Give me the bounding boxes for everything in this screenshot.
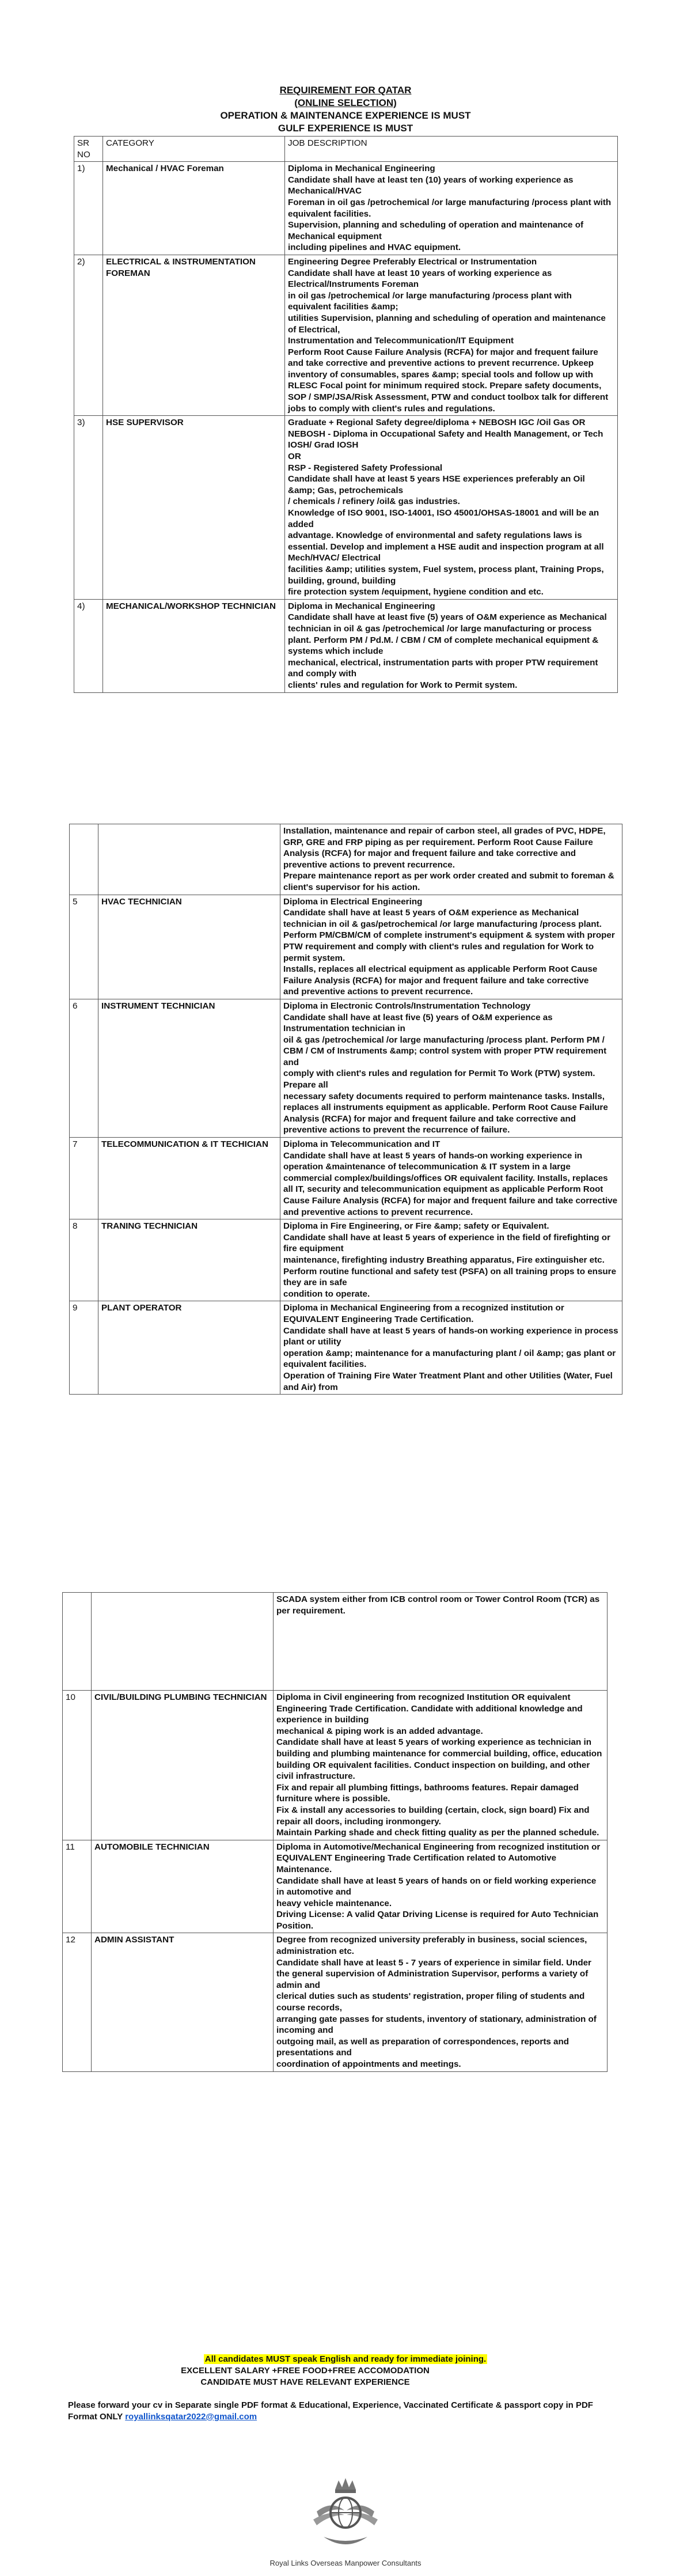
description-line: Knowledge of ISO 9001, ISO-14001, ISO 45001/OHSAS-18001 and will be an added [288, 508, 599, 529]
description-line: heavy vehicle maintenance. [276, 1898, 392, 1908]
row-description [274, 1933, 608, 2071]
description-line: maintenance, firefighting industry Breathing apparatus, Fire extinguisher etc. [283, 1255, 605, 1265]
apply-instructions [68, 2400, 621, 2423]
table-header-row [74, 137, 618, 162]
description-line: in oil gas /petrochemical /or large manufacturing /process plant with equivalent facilities &amp; [288, 290, 572, 312]
table-row [63, 1691, 608, 1840]
table-row [70, 895, 622, 999]
row-category: HVAC TECHNICIAN [98, 895, 280, 999]
company-name: Royal Links Overseas Manpower Consultants [269, 2559, 422, 2567]
description-line: Candidate shall have at least 5 years HSE experiences preferably an Oil &amp; Gas, petrochemicals [288, 474, 585, 495]
experience-line: CANDIDATE MUST HAVE RELEVANT EXPERIENCE [200, 2377, 410, 2387]
row-description [274, 1593, 608, 1691]
table-row [63, 1933, 608, 2071]
company-logo [311, 2477, 380, 2558]
description-line: Candidate shall have at least 5 - 7 years of experience in similar field. Under the general supervision of Administration Supervisor, performs a variety of admin and [276, 1957, 591, 1990]
row-description [280, 1301, 622, 1395]
description-line: Operation of Training Fire Water Treatment Plant and other Utilities (Water, Fuel and Air) from [283, 1370, 613, 1392]
table-row [70, 999, 622, 1137]
description-line: Diploma in Civil engineering from recognized Institution OR equivalent Engineering Trade Certification. Candidate with additional knowledge and experience in building [276, 1692, 583, 1725]
subtitle-line: (ONLINE SELECTION) [294, 97, 397, 108]
description-line: Diploma in Electrical Engineering [283, 896, 423, 907]
document-header [0, 84, 691, 135]
description-line: Candidate shall have at least 5 years of hands-on working experience in process plant or utility [283, 1325, 618, 1347]
col-header-sr: SR NO [74, 137, 103, 162]
row-sr-number: 12 [63, 1933, 92, 2071]
row-sr-number: 8 [70, 1219, 98, 1301]
description-line: Diploma in Mechanical Engineering from a recognized institution or EQUIVALENT Engineering Trade Certification. [283, 1303, 564, 1324]
requirement-line-2: GULF EXPERIENCE IS MUST [278, 123, 413, 134]
table-row [70, 824, 622, 895]
description-line: Candidate shall have at least 5 years of experience in the field of firefighting or fire equipment [283, 1232, 610, 1254]
table-row [63, 1593, 608, 1691]
row-description [285, 599, 618, 692]
row-category: MECHANICAL/WORKSHOP TECHNICIAN [103, 599, 285, 692]
description-line: / chemicals / refinery /oil& gas industries. [288, 497, 460, 507]
benefits-line: EXCELLENT SALARY +FREE FOOD+FREE ACCOMODATION [181, 2366, 430, 2376]
description-line: advantage. Knowledge of environmental and safety regulations laws is essential. Develop and implement a HSE audit and inspection program at all Mech/HVAC/ Electrical [288, 531, 604, 563]
description-line: and preventive actions to prevent recurrence. [283, 987, 473, 997]
description-line: utilities Supervision, planning and scheduling of operation and maintenance of Electrical, [288, 313, 606, 335]
description-line: Maintain Parking shade and check fitting quality as per the planned schedule. [276, 1828, 599, 1838]
requirement-line: OPERATION & MAINTENANCE EXPERIENCE IS MUST [220, 110, 471, 121]
row-description [274, 1840, 608, 1933]
row-description [280, 824, 622, 895]
footer [0, 2354, 691, 2422]
description-line: SCADA system either from ICB control room or Tower Control Room (TCR) as per requirement. [276, 1594, 600, 1616]
description-line: Diploma in Mechanical Engineering [288, 601, 435, 611]
row-sr-number: 10 [63, 1691, 92, 1840]
row-category [98, 824, 280, 895]
description-line: Diploma in Fire Engineering, or Fire &amp; safety or Equivalent. [283, 1221, 549, 1232]
description-line: facilities &amp; utilities system, Fuel system, process plant, Training Props, building, ground, building [288, 564, 604, 586]
row-sr-number: 3) [74, 416, 103, 600]
row-description [280, 1138, 622, 1219]
row-category: INSTRUMENT TECHNICIAN [98, 999, 280, 1137]
description-line: clerical duties such as students' registration, proper filing of students and course records, [276, 1991, 585, 2013]
description-line: Degree from recognized university preferably in business, social sciences, administration etc. [276, 1935, 587, 1957]
row-sr-number: 11 [63, 1840, 92, 1933]
job-table-2 [69, 824, 622, 1395]
table-row [74, 255, 618, 415]
col-header-description: JOB DESCRIPTION [285, 137, 618, 162]
row-category: ELECTRICAL & INSTRUMENTATION FOREMAN [103, 255, 285, 415]
description-line: Diploma in Automotive/Mechanical Engineering from recognized institution or [276, 1842, 601, 1852]
description-line: Supervision, planning and scheduling of operation and maintenance of Mechanical equipment [288, 220, 584, 241]
row-sr-number: 4) [74, 599, 103, 692]
row-category: CIVIL/BUILDING PLUMBING TECHNICIAN [92, 1691, 274, 1840]
description-line: Perform Root Cause Failure Analysis (RCFA) for major and frequent failure and take corrective and preventive actions to prevent recurrence. Upkeep inventory of consumables, spares &amp; special tools and follow up with RLESC Focal point for minimum required stock. Prepare safety documents, SOP / SMP/JSA/Risk Assessment, PTW and conduct toolbox talk for different jobs to comply with client's rules and regulations. [288, 347, 609, 414]
description-line: comply with client's rules and regulation for Permit To Work (PTW) system. Prepare all [283, 1069, 595, 1090]
table-row [70, 1138, 622, 1219]
row-sr-number: 2) [74, 255, 103, 415]
row-description [274, 1691, 608, 1840]
table-row [74, 416, 618, 600]
description-line: Engineering Degree Preferably Electrical or Instrumentation [288, 256, 537, 267]
email-link[interactable]: royallinksqatar2022@gmail.com [125, 2412, 257, 2422]
row-sr-number: 9 [70, 1301, 98, 1395]
description-line: Fix and repair all plumbing fittings, bathrooms features. Repair damaged furniture where is possible. [276, 1782, 579, 1804]
description-line: oil & gas /petrochemical /or large manufacturing /process plant. Perform PM / CBM / CM of Instruments &amp; control system with proper PTW requirement and [283, 1035, 607, 1067]
row-category: PLANT OPERATOR [98, 1301, 280, 1395]
joining-notice: All candidates MUST speak English and ready for immediate joining. [204, 2354, 487, 2364]
description-line: Candidate shall have at least five (5) years of O&M experience as Instrumentation technician in [283, 1012, 553, 1034]
row-description [285, 162, 618, 255]
row-sr-number: 6 [70, 999, 98, 1137]
description-line: fire protection system /equipment, hygiene condition and etc. [288, 587, 544, 597]
apply-text: Please forward your cv in Separate single PDF format & Educational, Experience, Vaccinated Certificate & passport copy in PDF Format ONLY [68, 2400, 593, 2422]
table-row [74, 599, 618, 692]
description-line: EQUIVALENT Engineering Trade Certification related to Automotive Maintenance. [276, 1853, 557, 1874]
row-description [280, 1219, 622, 1301]
description-line: Diploma in Telecommunication and IT [283, 1139, 441, 1150]
table-row [70, 1219, 622, 1301]
description-line: Candidate shall have at least 5 years of working experience as technician in building and plumbing maintenance for commercial building, office, education building OR equivalent facilities. Conduct inspection on building, and other civil infrastructure. [276, 1737, 602, 1782]
description-line: Perform routine functional and safety test (PSFA) on all training props to ensure they are in safe [283, 1266, 617, 1288]
row-sr-number: 1) [74, 162, 103, 255]
description-line: Candidate shall have at least five (5) years of O&M experience as Mechanical technician in oil & gas /petrochemical /or large manufacturing or process plant. Perform PM / Pd.M. / CBM / CM of complete mechanical equipment & systems which include [288, 612, 607, 657]
table-row [63, 1840, 608, 1933]
row-category: Mechanical / HVAC Foreman [103, 162, 285, 255]
description-line: Candidate shall have at least 5 years of O&M experience as Mechanical technician in oil & gas/petrochemical /or large manufacturing /process plant. Perform PM/CBM/CM of complete instrument's equipment & system with proper PTW requirement and comply with client's rules and regulation for Work to permit system. [283, 908, 615, 963]
description-line: Candidate shall have at least 5 years of hands on or field working experience in automotive and [276, 1876, 597, 1897]
description-line: Installs, replaces all electrical equipment as applicable Perform Root Cause Failure Analysis (RCFA) for major and frequent failure and take corrective [283, 964, 598, 986]
job-table-1 [74, 136, 618, 693]
row-description [280, 999, 622, 1137]
row-category: ADMIN ASSISTANT [92, 1933, 274, 2071]
description-line: arranging gate passes for students, inventory of stationary, administration of incoming and [276, 2014, 597, 2036]
description-line: Instrumentation and Telecommunication/IT Equipment [288, 336, 514, 346]
description-line: Graduate + Regional Safety degree/diploma + NEBOSH IGC /Oil Gas OR [288, 418, 586, 428]
row-category: HSE SUPERVISOR [103, 416, 285, 600]
description-line: outgoing mail, as well as preparation of correspondences, reports and presentations and [276, 2036, 569, 2058]
description-line: Prepare maintenance report as per work order created and submit to foreman & client's supervisor for his action. [283, 871, 614, 892]
table-row [70, 1301, 622, 1395]
row-description [285, 416, 618, 600]
description-line: coordination of appointments and meetings. [276, 2059, 461, 2069]
description-line: including pipelines and HVAC equipment. [288, 243, 461, 253]
row-sr-number: 7 [70, 1138, 98, 1219]
description-line: mechanical & piping work is an added advantage. [276, 1726, 483, 1736]
description-line: Candidate shall have at least 5 years of hands-on working experience in operation &maintenance of telecommunication & IT system in a large commercial complex/buildings/offices OR equivalent facility. Installs, replaces all IT, security and telecommunication equipment as applicable Perform Root Cause Failure Analysis (RCFA) for major and frequent failure and take corrective [283, 1150, 618, 1206]
row-sr-number [70, 824, 98, 895]
description-line: clients' rules and regulation for Work to Permit system. [288, 680, 518, 690]
table-row [74, 162, 618, 255]
row-description [285, 255, 618, 415]
description-line: mechanical, electrical, instrumentation parts with proper PTW requirement and comply with [288, 657, 598, 679]
description-line: Installation, maintenance and repair of carbon steel, all grades of PVC, HDPE, GRP, GRE and FRP piping as per requirement. Perform Root Cause Failure Analysis (RCFA) for major and frequent failure and take corrective and preventive actions to prevent recurrence. [283, 826, 606, 870]
col-header-category: CATEGORY [103, 137, 285, 162]
title-line: REQUIREMENT FOR QATAR [279, 85, 412, 96]
description-line: necessary safety documents required to perform maintenance tasks. Installs, replaces all instruments equipment as applicable. Perform Root Cause Failure Analysis (RCFA) for major and frequent failure and take corrective and preventive actions to prevent the recurrence of failure. [283, 1091, 608, 1135]
row-category: TELECOMMUNICATION & IT TECHICIAN [98, 1138, 280, 1219]
row-category: AUTOMOBILE TECHNICIAN [92, 1840, 274, 1933]
row-description [280, 895, 622, 999]
description-line: condition to operate. [283, 1289, 370, 1299]
description-line: Diploma in Electronic Controls/Instrumentation Technology [283, 1001, 531, 1011]
description-line: RSP - Registered Safety Professional [288, 463, 443, 473]
job-table-3 [62, 1592, 608, 2072]
description-line: NEBOSH - Diploma in Occupational Safety and Health Management, or Tech IOSH/ Grad IOSH [288, 429, 603, 450]
description-line: Candidate shall have at least 10 years of working experience as Electrical/Instruments Foreman [288, 268, 552, 290]
description-line: OR [288, 452, 301, 462]
row-sr-number: 5 [70, 895, 98, 999]
description-line: Fix & install any accessories to building (certain, clock, sign board) Fix and repair all doors, including ironmongery. [276, 1805, 590, 1827]
row-category: TRANING TECHNICIAN [98, 1219, 280, 1301]
row-category [92, 1593, 274, 1691]
description-line: and preventive actions to prevent recurrence. [283, 1207, 473, 1217]
description-line: Driving License: A valid Qatar Driving License is required for Auto Technician Position. [276, 1910, 599, 1931]
description-line: Candidate shall have at least ten (10) years of working experience as Mechanical/HVAC [288, 175, 574, 196]
row-sr-number [63, 1593, 92, 1691]
description-line: Diploma in Mechanical Engineering [288, 164, 435, 174]
description-line: Foreman in oil gas /petrochemical /or large manufacturing /process plant with equivalent facilities. [288, 197, 612, 219]
description-line: operation &amp; maintenance for a manufacturing plant / oil &amp; gas plant or equivalent facilities. [283, 1348, 616, 1370]
